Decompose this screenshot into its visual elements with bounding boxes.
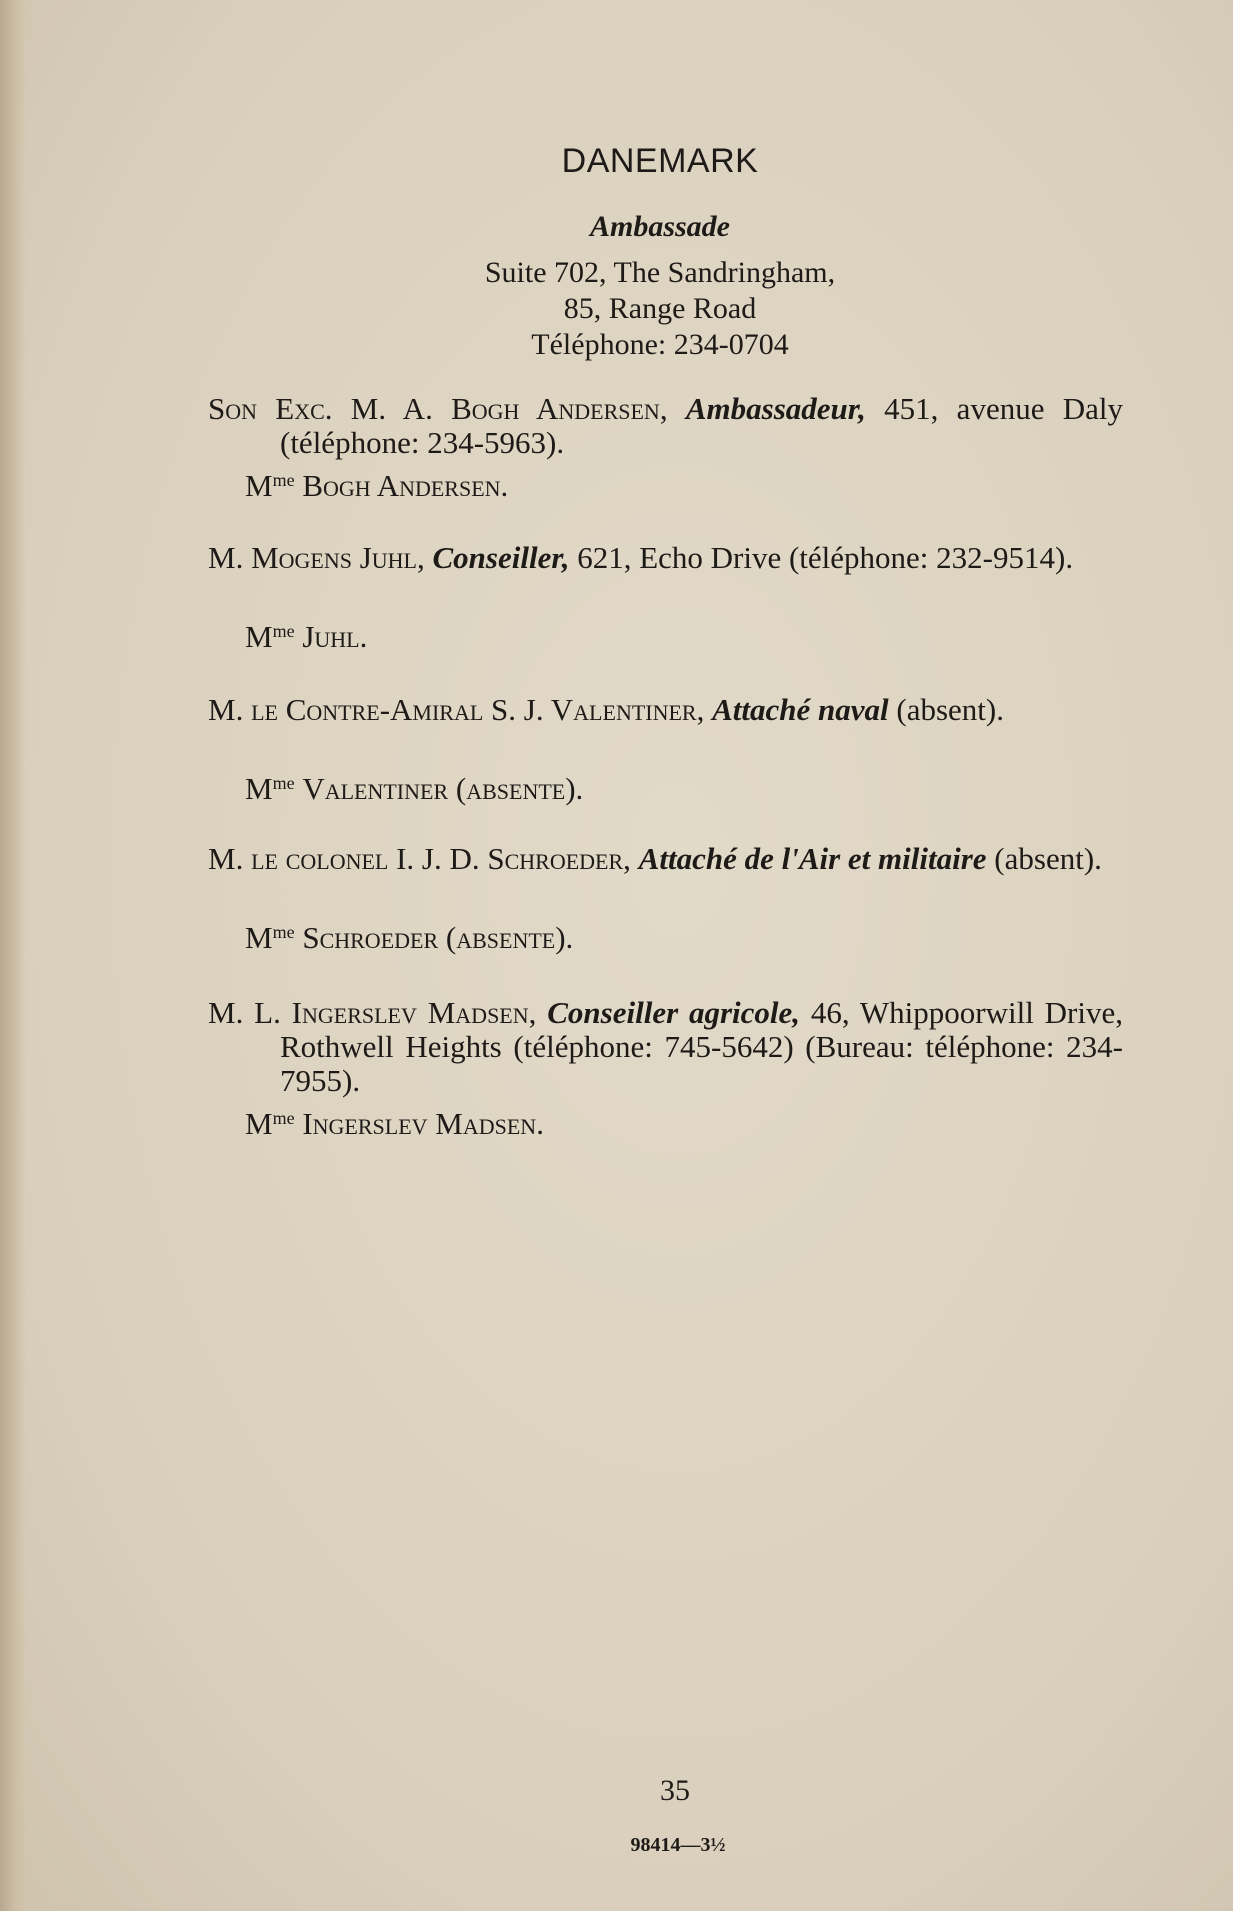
person-name: M. le Contre-Amiral S. J. Valentiner, — [208, 692, 705, 727]
person-name: M. Mogens Juhl, — [208, 540, 425, 575]
spouse-prefix-sup: me — [272, 1108, 295, 1128]
spouse-line — [245, 920, 573, 956]
spouse-prefix-sup: me — [272, 922, 295, 942]
entry-text — [208, 842, 1123, 876]
spouse-line — [245, 468, 508, 504]
address-line-2: 85, Range Road — [563, 292, 757, 325]
spouse-prefix: M — [245, 619, 273, 654]
entry-naval-attache — [208, 693, 1123, 727]
person-title: Attaché naval — [712, 692, 889, 727]
spouse-name: Ingerslev Madsen. — [302, 1106, 544, 1141]
entry-text — [208, 996, 1123, 1098]
entry-counsellor — [208, 541, 1123, 575]
person-name: M. L. Ingerslev Madsen, — [208, 995, 537, 1030]
spouse-prefix-sup: me — [272, 621, 295, 641]
spouse-prefix-sup: me — [272, 773, 295, 793]
spouse-line — [245, 771, 583, 807]
person-details: 46, Whippoorwill Drive, Rothwell Heights (téléphone: 745-5642) (Bureau: téléphone: 234-7955). — [280, 995, 1124, 1098]
spouse-prefix-sup: me — [272, 470, 295, 490]
country-heading: DANEMARK — [561, 142, 759, 180]
entry-agricultural-counsellor — [208, 996, 1123, 1098]
entry-ambassador — [208, 392, 1123, 460]
spouse-name: Bogh Andersen. — [302, 468, 509, 503]
entry-text — [208, 693, 1123, 727]
person-name: M. le colonel I. J. D. Schroeder, — [208, 841, 631, 876]
embassy-telephone: Téléphone: 234-0704 — [531, 328, 789, 361]
entry-air-military-attache — [208, 842, 1123, 876]
person-details: 451, avenue Daly (téléphone: 234-5963). — [280, 391, 1123, 460]
spouse-line — [245, 1106, 544, 1142]
entry-text — [208, 392, 1123, 460]
spouse-prefix: M — [245, 771, 273, 806]
spouse-name: Valentiner (absente). — [302, 771, 584, 806]
person-details: 621, Echo Drive (téléphone: 232-9514). — [569, 540, 1074, 575]
spouse-name: Schroeder (absente). — [302, 920, 574, 955]
page-number: 35 — [660, 1774, 690, 1807]
person-title: Attaché de l'Air et militaire — [638, 841, 987, 876]
spouse-prefix: M — [245, 920, 273, 955]
mission-type: Ambassade — [589, 210, 730, 243]
spouse-name: Juhl. — [302, 619, 368, 654]
spouse-line — [245, 619, 367, 655]
spouse-prefix: M — [245, 1106, 273, 1141]
print-code: 98414—3½ — [630, 1834, 726, 1856]
person-name: Son Exc. M. A. Bogh Andersen, — [208, 391, 668, 426]
person-title: Ambassadeur, — [685, 391, 866, 426]
person-title: Conseiller agricole, — [547, 995, 801, 1030]
spouse-prefix: M — [245, 468, 273, 503]
address-line-1: Suite 702, The Sandringham, — [484, 256, 836, 289]
person-details: (absent). — [986, 841, 1102, 876]
person-details: (absent). — [888, 692, 1004, 727]
entry-text — [208, 541, 1123, 575]
person-title: Conseiller, — [432, 540, 570, 575]
